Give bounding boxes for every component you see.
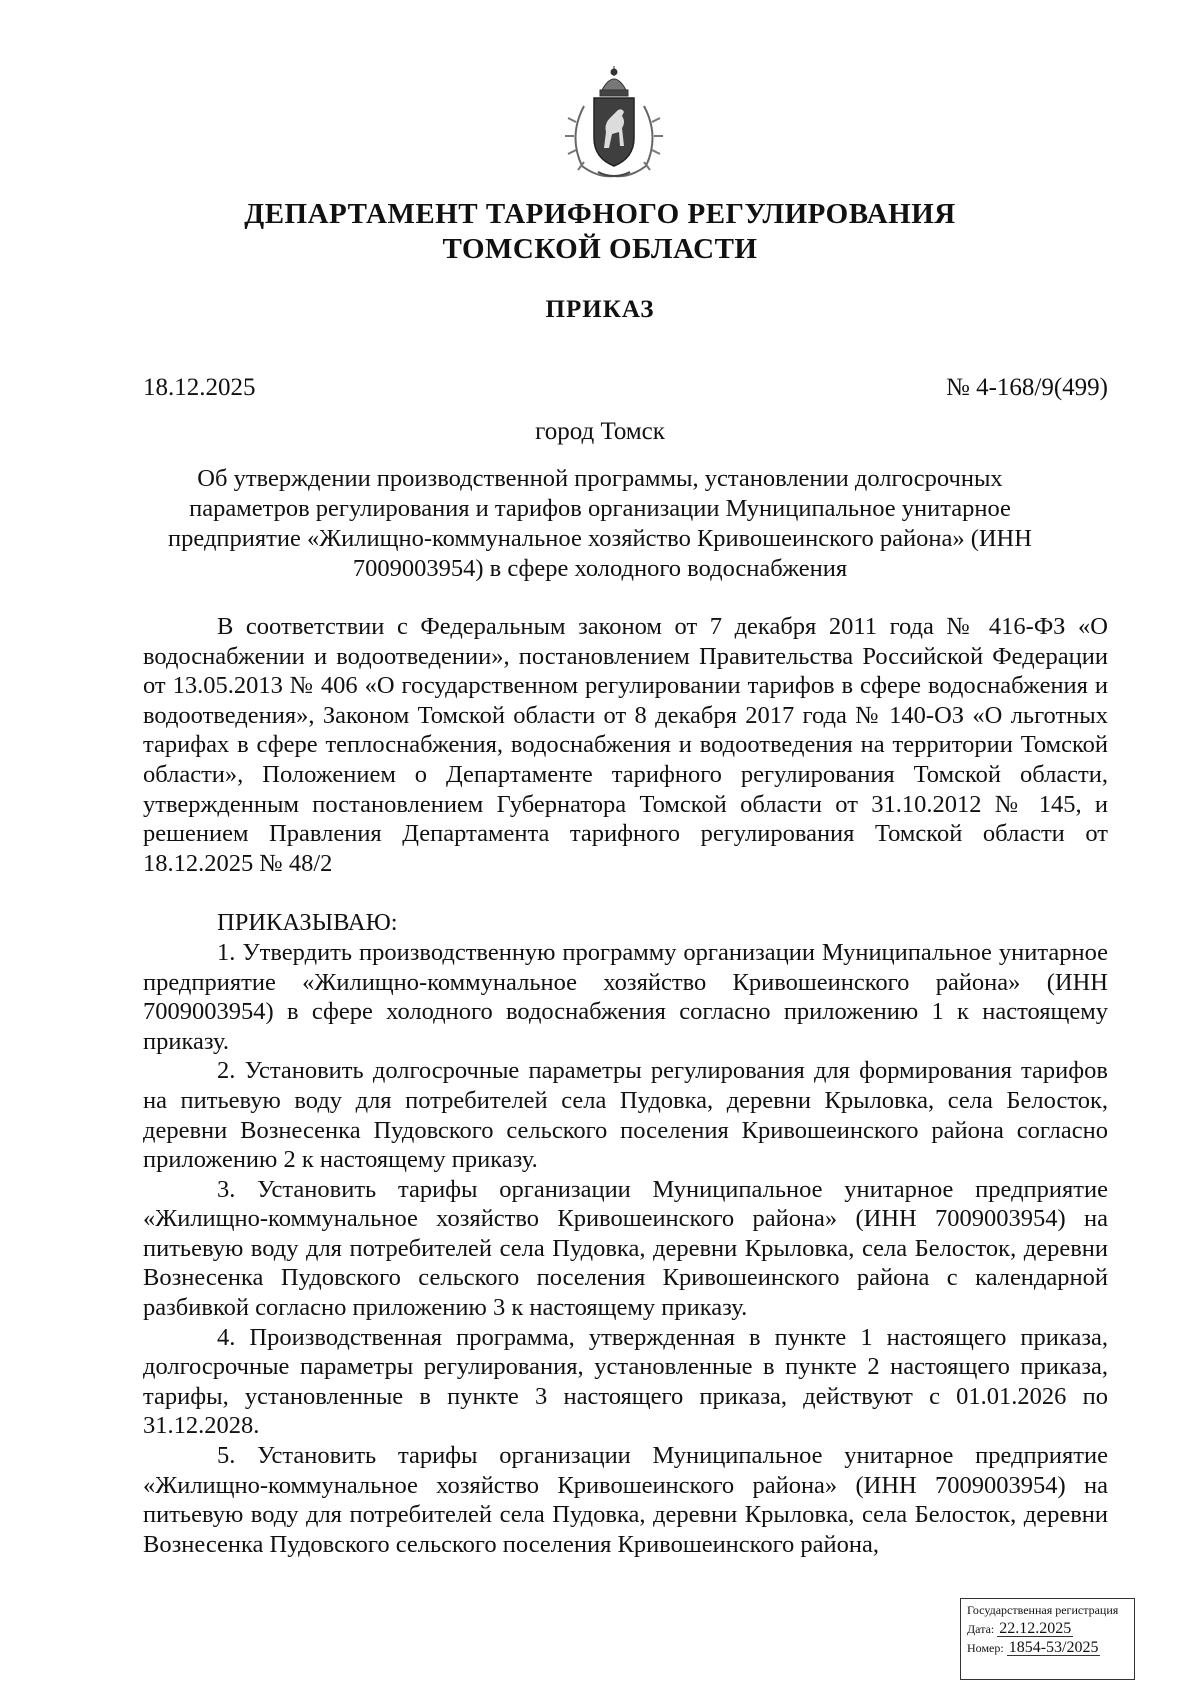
registration-number: 1854-53/2025 (1008, 1639, 1099, 1656)
order-item-5: 5. Установить тарифы организации Муниципальное унитарное предприятие «Жилищно-коммунальное хозяйство Кривошеинского района» (ИНН 7009003954) на питьевую воду для потребителей села Пудовка, деревни Крыловка, села Белосток, деревни Вознесенка Пудовского сельского поселения Кривошеинского района, (143, 1442, 1108, 1558)
registration-stamp (960, 1598, 1135, 1680)
department-name-line1: ДЕПАРТАМЕНТ ТАРИФНОГО РЕГУЛИРОВАНИЯ (244, 198, 956, 230)
order-word: ПРИКАЗЫВАЮ: (217, 909, 398, 937)
paragraph-gap (143, 878, 1108, 908)
order-item-3: 3. Установить тарифы организации Муниципальное унитарное предприятие «Жилищно-коммунальное хозяйство Кривошеинского района» (ИНН 7009003954) на питьевую воду для потребителей села Пудовка, деревни Крыловка, села Белосток, деревни Вознесенка Пудовского сельского поселения Кривошеинского района с календарной разбивкой согласно приложению 3 к настоящему приказу. (143, 1175, 1108, 1322)
order-city: город Томск (535, 418, 665, 445)
registration-date-label: Дата: (967, 1622, 995, 1636)
registration-date: 22.12.2025 (999, 1620, 1072, 1637)
order-date: 18.12.2025 (143, 374, 256, 401)
order-item-2: 2. Установить долгосрочные параметры регулирования для формирования тарифов на питьевую воду для потребителей села Пудовка, деревни Крыловка, села Белосток, деревни Вознесенка Пудовского сельского поселения Кривошеинского района согласно приложению 2 к настоящему приказу. (143, 1057, 1108, 1174)
crown-icon (600, 66, 628, 96)
order-subject: Об утверждении производственной программы, установлении долгосрочных параметров регулирования и тарифов организации Муниципальное унитарное предприятие «Жилищно-коммунальное хозяйство Кривошеинского района» (ИНН 7009003954) в сфере холодного водоснабжения (168, 465, 1032, 582)
registration-title: Государственная регистрация (967, 1603, 1119, 1617)
order-item-1: 1. Утвердить производственную программу организации Муниципальное унитарное предприятие «Жилищно-коммунальное хозяйство Кривошеинского района» (ИНН 7009003954) в сфере холодного водоснабжения согласно приложению 1 к настоящему приказу. (143, 938, 1108, 1055)
department-name-line2: ТОМСКОЙ ОБЛАСТИ (442, 233, 758, 265)
registration-number-label: Номер: (967, 1641, 1004, 1655)
preamble-paragraph: В соответствии с Федеральным законом от 7 декабря 2011 года № 416-ФЗ «О водоснабжении и водоотведении», постановлением Правительства Российской Федерации от 13.05.2013 № 406 «О государственном регулировании тарифов в сфере водоснабжения и водоотведения», Законом Томской области от 8 декабря 2017 года № 140-ОЗ «О льготных тарифах в сфере теплоснабжения, водоснабжения и водоотведения на территории Томской области», Положением о Департаменте тарифного регулирования Томской области, утвержденным постановлением Губернатора Томской области от 31.10.2012 № 145, и решением Правления Департамента тарифного регулирования Томской области от 18.12.2025 № 48/2 (143, 613, 1108, 877)
order-body (143, 612, 1108, 1559)
document-type-title: ПРИКАЗ (545, 296, 655, 323)
coat-of-arms-emblem (562, 66, 666, 182)
order-number: № 4-168/9(499) (945, 374, 1108, 401)
order-item-4: 4. Производственная программа, утвержденная в пункте 1 настоящего приказа, долгосрочные параметры регулирования, установленные в пункте 2 настоящего приказа, тарифы, установленные в пункте 3 настоящего приказа, действуют с 01.01.2026 по 31.12.2028. (143, 1323, 1108, 1440)
